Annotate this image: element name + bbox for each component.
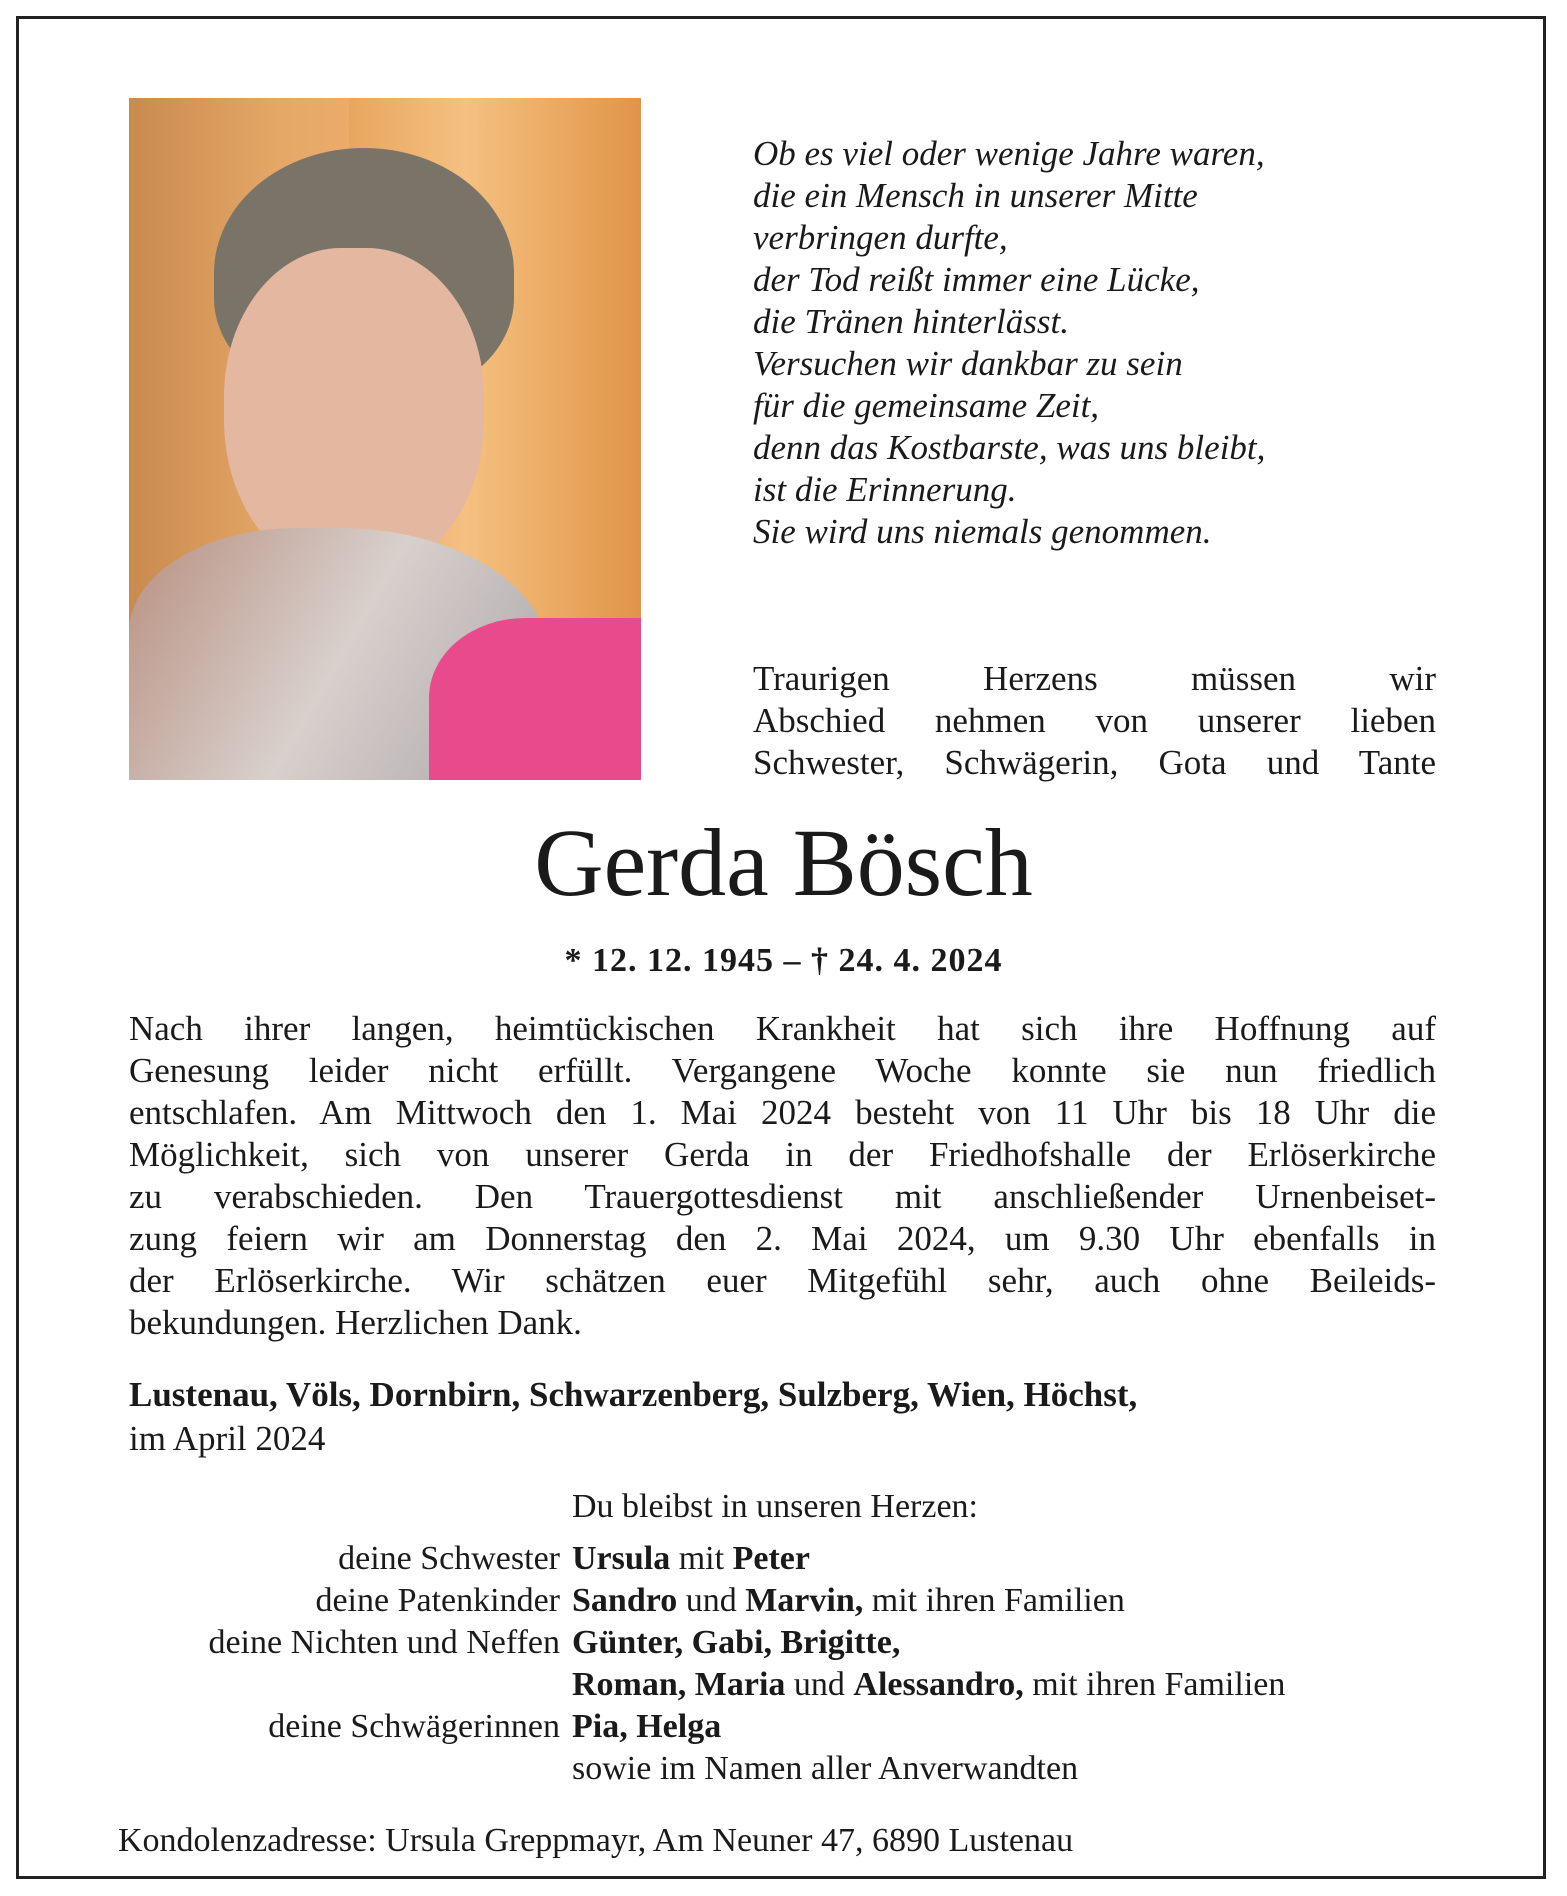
portrait-photo (129, 98, 641, 780)
connector-text: und (677, 1582, 746, 1619)
remain-heading: Du bleibst in unseren Herzen: (572, 1488, 978, 1525)
body-line: Genesung leider nicht erfüllt. Vergangene Woche konnte sie nun friedlich (129, 1051, 1436, 1090)
family-name: Pia, Helga (572, 1708, 722, 1745)
family-row (0, 1706, 1567, 1748)
intro-line: Schwester, Schwägerin, Gota und Tante (753, 743, 1436, 782)
intro-line: Traurigen Herzens müssen wir (753, 659, 1436, 698)
poem-line: der Tod reißt immer eine Lücke, (753, 260, 1200, 299)
family-names (572, 1664, 1285, 1706)
family-role: deine Schwester (338, 1540, 560, 1577)
body-line: entschlafen. Am Mittwoch den 1. Mai 2024 besteht von 11 Uhr bis 18 Uhr die (129, 1093, 1436, 1132)
intro-line: Abschied nehmen von unserer lieben (753, 701, 1436, 740)
family-row (0, 1580, 1567, 1622)
body-line: zung feiern wir am Donnerstag den 2. Mai 2024, um 9.30 Uhr ebenfalls in (129, 1219, 1436, 1258)
deceased-name: Gerda Bösch (534, 809, 1033, 916)
family-names (572, 1622, 900, 1664)
poem-line: die ein Mensch in unserer Mitte (753, 176, 1198, 215)
poem-line: Sie wird uns niemals genommen. (753, 512, 1212, 551)
poem-line: ist die Erinnerung. (753, 470, 1017, 509)
family-role: deine Schwägerinnen (268, 1708, 560, 1745)
family-name: Roman, Maria (572, 1666, 786, 1703)
date-line: im April 2024 (129, 1419, 326, 1458)
condolence-address: Kondolenzadresse: Ursula Greppmayr, Am Neuner 47, 6890 Lustenau (118, 1822, 1074, 1859)
family-names (572, 1748, 1078, 1790)
family-name: Peter (732, 1540, 810, 1577)
poem-line: Ob es viel oder wenige Jahre waren, (753, 134, 1265, 173)
poem-line: denn das Kostbarste, was uns bleibt, (753, 428, 1266, 467)
family-names (572, 1580, 1125, 1622)
body-line: zu verabschieden. Den Trauergottesdienst mit anschließender Urnenbeiset- (129, 1177, 1436, 1216)
family-name: Sandro (572, 1582, 678, 1619)
poem (753, 133, 1265, 553)
poem-line: für die gemeinsame Zeit, (753, 386, 1100, 425)
family-row (0, 1622, 1567, 1664)
poem-line: verbringen durfte, (753, 218, 1008, 257)
intro-text (753, 658, 1436, 784)
family-names (572, 1538, 810, 1580)
family-names (572, 1706, 721, 1748)
places: Lustenau, Völs, Dornbirn, Schwarzenberg, Sulzberg, Wien, Höchst, (129, 1375, 1138, 1414)
family-row (0, 1664, 1567, 1706)
connector-text: mit (670, 1540, 733, 1577)
poem-line: die Tränen hinterlässt. (753, 302, 1069, 341)
connector-text: mit ihren Familien (863, 1582, 1125, 1619)
body-line: Möglichkeit, sich von unserer Gerda in der Friedhofshalle der Erlöserkirche (129, 1135, 1436, 1174)
family-role: deine Patenkinder (315, 1582, 560, 1619)
life-dates: * 12. 12. 1945 – † 24. 4. 2024 (564, 942, 1003, 979)
connector-text: sowie im Namen aller Anverwandten (572, 1750, 1079, 1787)
body-line: bekundungen. Herzlichen Dank. (129, 1303, 582, 1342)
poem-line: Versuchen wir dankbar zu sein (753, 344, 1183, 383)
family-name: Ursula (572, 1540, 671, 1577)
family-role: deine Nichten und Neffen (208, 1624, 560, 1661)
family-row (0, 1538, 1567, 1580)
body-text (129, 1008, 1436, 1344)
family-name: Marvin, (745, 1582, 864, 1619)
family-row (0, 1748, 1567, 1790)
body-line: Nach ihrer langen, heimtückischen Krankheit hat sich ihre Hoffnung auf (129, 1009, 1436, 1048)
connector-text: mit ihren Familien (1023, 1666, 1286, 1703)
family-name: Günter, Gabi, Brigitte, (572, 1624, 901, 1661)
connector-text: und (785, 1666, 854, 1703)
body-line: der Erlöserkirche. Wir schätzen euer Mitgefühl sehr, auch ohne Beileids- (129, 1261, 1436, 1300)
family-name: Alessandro, (853, 1666, 1024, 1703)
